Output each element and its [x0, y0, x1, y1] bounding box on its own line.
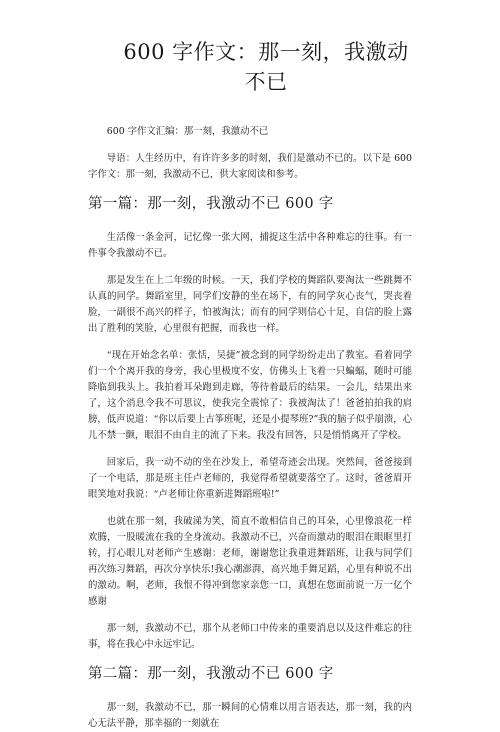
summary-line: 600 字作文汇编：那一刻，我激动不已: [106, 126, 269, 137]
section-2-heading: 第二篇：那一刻，我激动不已 600 字: [88, 666, 334, 682]
section-1-paragraph: “现在开始念名单：张恬，吴捷”被念到的同学纷纷走出了教室。看着同学们一个个离开我的身旁，我心里极度不安，仿佛头上飞着一只蝙蝠，随时可能降临到我头上。我拍着耳朵跑到走廊，等待着最后的结果。一会儿，结果出来了，这个消息令我不可思议，使我完全震惊了：我被淘汰了！爸爸拍拍我的肩膀，低声说道：“你以后要上古筝班呢，还是小提琴班?”我的脑子似乎崩溃，心儿不禁一颤，眼泪不由自主的流了下来。我没有回答，只是悄悄离开了学校。: [88, 350, 412, 441]
section-1-paragraph: 回家后，我一动不动的坐在沙发上，希望奇迹会出现。突然间，爸爸接到了一个电话，那是班主任卢老师的，我觉得希望就要落空了。这时，爸爸眉开眼笑地对我说：“卢老师让你重新进舞蹈班啦!”: [88, 457, 412, 500]
document-title: 600 字作文：那一刻，我激动不已: [123, 40, 409, 94]
section-1-paragraph: 也就在那一刻，我破涕为笑，简直不敢相信自己的耳朵，心里像浪花一样欢腾，一股暖流在我的全身流动。我激动不已，兴奋而激动的眼泪在眼眶里打转，打心眼儿对老师产生感谢：老师，谢谢您让我重进舞蹈班，让我与同学们再次练习舞蹈，再次分享快乐!我心潮澎湃，高兴地手舞足蹈，心里有种说不出的激动。啊，老师，我恨不得冲到您家亲您一口，真想在您面前说一万一亿个感谢: [88, 516, 412, 607]
section-1-paragraph: 那是发生在上二年级的时候。一天，我们学校的舞蹈队要淘汰一些跳舞不认真的同学。舞蹈室里，同学们安静的坐在场下，有的同学灰心丧气，哭丧着脸，一副很不高兴的样子，怕被淘汰；而有的同学则信心十足，自信的脸上露出了胜利的笑脸，心里很有把握，而我也一样。: [88, 275, 412, 334]
section-1-paragraph: 那一刻，我激动不已，那个从老师口中传来的重要消息以及这件难忘的往事，将在我心中永远牢记。: [88, 623, 412, 650]
section-1-heading: 第一篇：那一刻，我激动不已 600 字: [88, 196, 334, 212]
intro-paragraph: 导语：人生经历中，有许许多多的时刻，我们是激动不已的。以下是 600 字作文：那一刻，我激动不已，供大家阅读和参考。: [88, 153, 412, 180]
section-1-paragraph: 生活像一条金河，记忆像一张大网，捕捉这生活中各种难忘的往事。有一件事令我激动不已。: [88, 232, 412, 259]
section-2-paragraph: 那一刻，我激动不已，那一瞬间的心情难以用言语表达，那一刻，我的内心无法平静，那幸福的一刻就在: [88, 702, 412, 729]
